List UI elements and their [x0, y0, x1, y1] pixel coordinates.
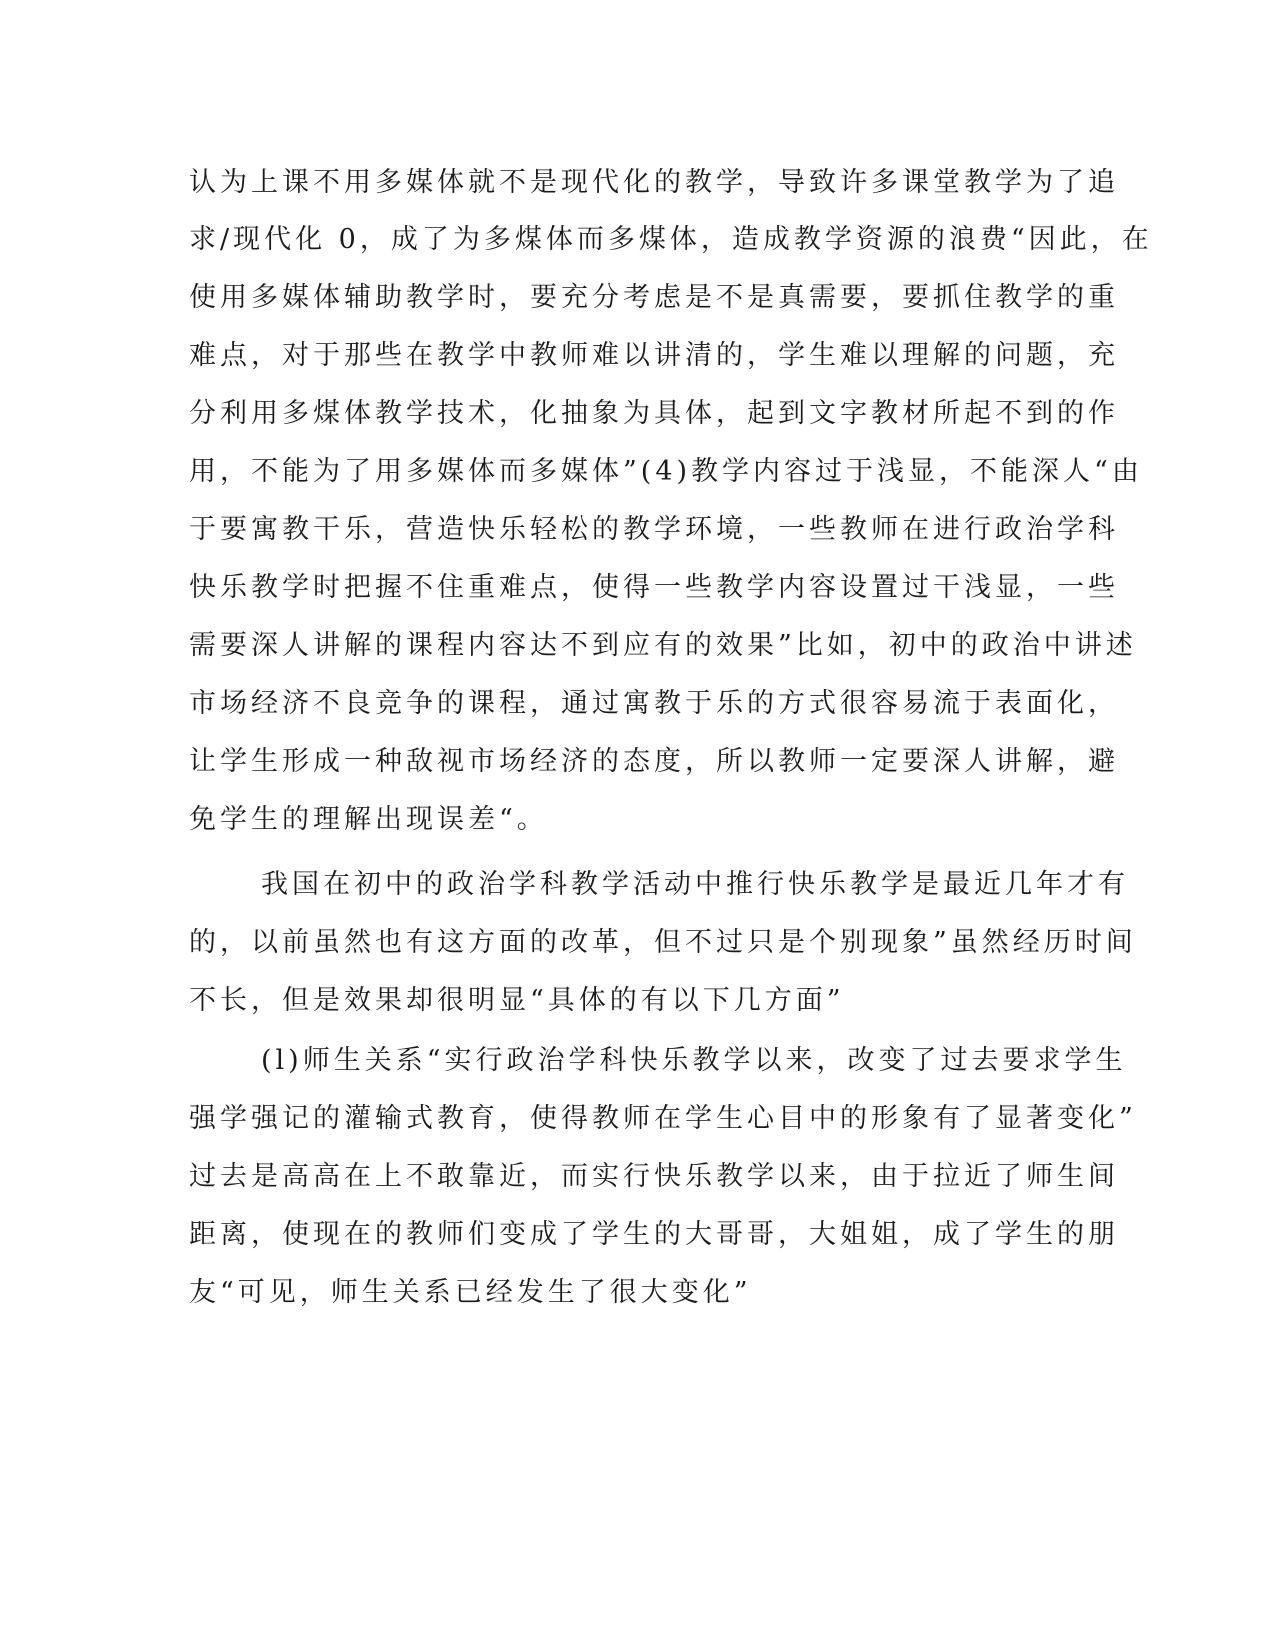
paragraph-line: (l)师生关系“实行政治学科快乐教学以来，改变了过去要求学生	[261, 1045, 1127, 1076]
paragraph-line: 快乐教学时把握不住重难点，使得一些教学内容设置过干浅显，一些	[189, 572, 1119, 603]
paragraph-line: 需要深人讲解的课程内容达不到应有的效果”比如，初中的政治中讲述	[189, 630, 1137, 661]
paragraph-line: 让学生形成一种敌视市场经济的态度，所以教师一定要深人讲解，避	[189, 746, 1119, 777]
paragraph-line: 难点，对于那些在教学中教师难以讲清的，学生难以理解的问题，充	[189, 340, 1119, 371]
paragraph-line: 求/现代化 0，成了为多煤体而多煤体，造成教学资源的浪费“因此，在	[189, 224, 1153, 255]
paragraph-line: 用，不能为了用多媒体而多媒体”(4)教学内容过于浅显，不能深人“由	[189, 456, 1143, 487]
paragraph-line: 使用多媒体辅助教学时，要充分考虑是不是真需要，要抓住教学的重	[189, 282, 1119, 313]
paragraph-line: 认为上课不用多媒体就不是现代化的教学，导致许多课堂教学为了追	[189, 167, 1119, 198]
paragraph-line: 分利用多煤体教学技术，化抽象为具体，起到文字教材所起不到的作	[189, 398, 1119, 429]
paragraph-line: 我国在初中的政治学科教学活动中推行快乐教学是最近几年才有	[261, 869, 1129, 900]
paragraph-line: 不长，但是效果却很明显“具体的有以下几方面”	[189, 985, 845, 1016]
paragraph-line: 市场经济不良竞争的课程，通过寓教于乐的方式很容易流于表面化，	[189, 688, 1119, 719]
paragraph-line: 过去是高高在上不敢靠近，而实行快乐教学以来，由于拉近了师生间	[189, 1161, 1119, 1192]
paragraph-line: 于要寓教干乐，营造快乐轻松的教学环境，一些教师在进行政治学科	[189, 514, 1119, 545]
paragraph-line: 强学强记的灌输式教育，使得教师在学生心目中的形象有了显著变化”	[189, 1103, 1137, 1134]
paragraph-line: 距离，使现在的教师们变成了学生的大哥哥，大姐姐，成了学生的朋	[189, 1219, 1119, 1250]
paragraph-line: 免学生的理解出现误差“。	[189, 804, 548, 835]
paragraph-line: 友“可见，师生关系已经发生了很大变化”	[189, 1277, 752, 1308]
paragraph-line: 的，以前虽然也有这方面的改革，但不过只是个别现象”虽然经历时间	[189, 927, 1137, 958]
